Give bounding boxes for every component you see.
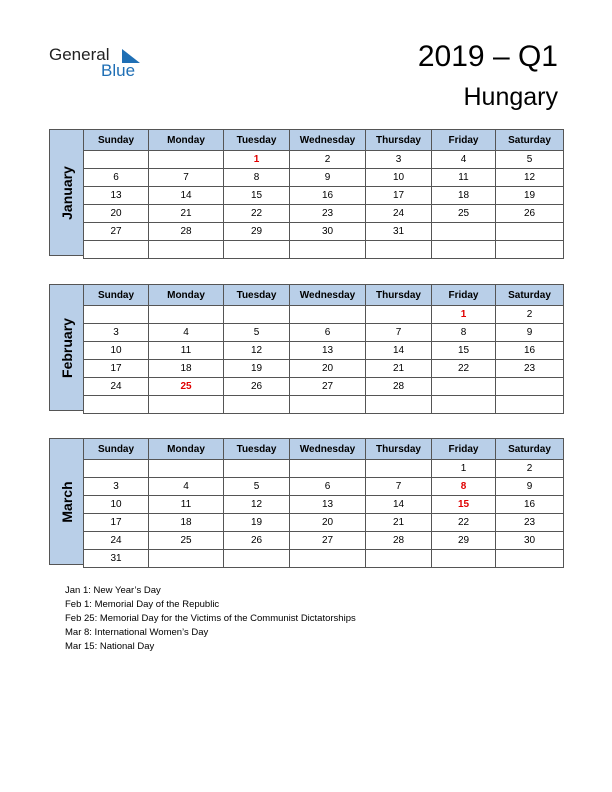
empty-day-cell <box>224 241 290 259</box>
day-cell: 11 <box>149 496 224 514</box>
empty-day-cell <box>366 550 432 568</box>
day-cell: 25 <box>432 205 496 223</box>
day-cell: 4 <box>432 151 496 169</box>
day-cell: 6 <box>290 478 366 496</box>
month-block-march <box>49 438 564 565</box>
week-row <box>84 223 564 241</box>
day-cell: 2 <box>290 151 366 169</box>
logo-blue-text: Blue <box>101 61 136 80</box>
empty-day-cell <box>84 151 149 169</box>
day-cell: 23 <box>496 514 564 532</box>
day-cell: 17 <box>84 360 149 378</box>
day-cell: 31 <box>84 550 149 568</box>
month-block-february <box>49 284 564 411</box>
day-cell: 13 <box>290 496 366 514</box>
empty-day-cell <box>84 241 149 259</box>
day-cell: 22 <box>432 514 496 532</box>
week-row <box>84 550 564 568</box>
day-cell: 20 <box>84 205 149 223</box>
week-row <box>84 496 564 514</box>
week-row <box>84 306 564 324</box>
weekday-header: Saturday <box>496 130 564 151</box>
day-cell: 26 <box>224 532 290 550</box>
day-cell: 23 <box>496 360 564 378</box>
holiday-note: Jan 1: New Year’s Day <box>65 585 161 596</box>
day-cell: 7 <box>366 478 432 496</box>
day-cell: 31 <box>366 223 432 241</box>
empty-day-cell <box>290 460 366 478</box>
empty-day-cell <box>149 306 224 324</box>
day-cell: 21 <box>366 514 432 532</box>
month-label-box <box>49 284 84 411</box>
weekday-header: Friday <box>432 285 496 306</box>
day-cell: 21 <box>366 360 432 378</box>
holiday-day-cell: 8 <box>432 478 496 496</box>
day-cell: 23 <box>290 205 366 223</box>
day-cell: 10 <box>366 169 432 187</box>
day-cell: 5 <box>496 151 564 169</box>
weekday-header: Friday <box>432 130 496 151</box>
day-cell: 3 <box>366 151 432 169</box>
day-cell: 12 <box>496 169 564 187</box>
empty-day-cell <box>432 378 496 396</box>
day-cell: 28 <box>366 532 432 550</box>
day-cell: 12 <box>224 342 290 360</box>
empty-day-cell <box>149 460 224 478</box>
empty-day-cell <box>84 396 149 414</box>
empty-day-cell <box>366 241 432 259</box>
empty-day-cell <box>224 396 290 414</box>
month-name: January <box>58 165 75 220</box>
empty-day-cell <box>224 460 290 478</box>
empty-day-cell <box>432 241 496 259</box>
month-grid <box>83 129 564 259</box>
day-cell: 26 <box>224 378 290 396</box>
holiday-notes <box>65 584 365 654</box>
day-cell: 14 <box>366 496 432 514</box>
weekday-header: Thursday <box>366 130 432 151</box>
day-cell: 19 <box>496 187 564 205</box>
weekday-header: Saturday <box>496 439 564 460</box>
month-label-box <box>49 129 84 256</box>
day-cell: 6 <box>290 324 366 342</box>
day-cell: 17 <box>366 187 432 205</box>
weekday-header: Tuesday <box>224 285 290 306</box>
week-row <box>84 396 564 414</box>
weekday-header-row <box>84 130 564 151</box>
day-cell: 15 <box>224 187 290 205</box>
day-cell: 10 <box>84 496 149 514</box>
holiday-day-cell: 15 <box>432 496 496 514</box>
week-row <box>84 324 564 342</box>
week-row <box>84 460 564 478</box>
empty-day-cell <box>149 241 224 259</box>
month-name: March <box>58 480 75 523</box>
week-row <box>84 205 564 223</box>
day-cell: 30 <box>290 223 366 241</box>
day-cell: 1 <box>432 460 496 478</box>
day-cell: 4 <box>149 478 224 496</box>
empty-day-cell <box>290 550 366 568</box>
day-cell: 24 <box>366 205 432 223</box>
weekday-header: Monday <box>149 285 224 306</box>
holiday-note: Feb 25: Memorial Day for the Victims of the Communist Dictatorships <box>65 613 356 624</box>
weekday-header: Saturday <box>496 285 564 306</box>
day-cell: 4 <box>149 324 224 342</box>
day-cell: 9 <box>496 324 564 342</box>
week-row <box>84 342 564 360</box>
weekday-header-row <box>84 439 564 460</box>
empty-day-cell <box>432 223 496 241</box>
weekday-header: Thursday <box>366 439 432 460</box>
day-cell: 10 <box>84 342 149 360</box>
day-cell: 11 <box>432 169 496 187</box>
weekday-header: Wednesday <box>290 439 366 460</box>
day-cell: 20 <box>290 514 366 532</box>
month-block-january <box>49 129 564 256</box>
weekday-header: Monday <box>149 130 224 151</box>
week-row <box>84 514 564 532</box>
holiday-day-cell: 1 <box>432 306 496 324</box>
holiday-note: Feb 1: Memorial Day of the Republic <box>65 599 220 610</box>
weekday-header: Sunday <box>84 439 149 460</box>
day-cell: 12 <box>224 496 290 514</box>
day-cell: 14 <box>366 342 432 360</box>
holiday-note: Mar 15: National Day <box>65 641 155 652</box>
day-cell: 27 <box>84 223 149 241</box>
day-cell: 30 <box>496 532 564 550</box>
day-cell: 19 <box>224 514 290 532</box>
empty-day-cell <box>290 306 366 324</box>
empty-day-cell <box>224 550 290 568</box>
month-grid <box>83 284 564 414</box>
day-cell: 16 <box>496 342 564 360</box>
day-cell: 11 <box>149 342 224 360</box>
day-cell: 19 <box>224 360 290 378</box>
day-cell: 27 <box>290 378 366 396</box>
weekday-header: Monday <box>149 439 224 460</box>
week-row <box>84 187 564 205</box>
week-row <box>84 378 564 396</box>
empty-day-cell <box>496 378 564 396</box>
empty-day-cell <box>149 396 224 414</box>
day-cell: 27 <box>290 532 366 550</box>
empty-day-cell <box>432 396 496 414</box>
empty-day-cell <box>290 241 366 259</box>
day-cell: 18 <box>149 360 224 378</box>
empty-day-cell <box>496 396 564 414</box>
day-cell: 25 <box>149 532 224 550</box>
day-cell: 28 <box>149 223 224 241</box>
logo-general-text: General <box>49 45 110 64</box>
day-cell: 14 <box>149 187 224 205</box>
week-row <box>84 241 564 259</box>
weekday-header: Wednesday <box>290 285 366 306</box>
week-row <box>84 478 564 496</box>
day-cell: 24 <box>84 532 149 550</box>
day-cell: 8 <box>432 324 496 342</box>
day-cell: 7 <box>149 169 224 187</box>
month-grid <box>83 438 564 568</box>
empty-day-cell <box>496 550 564 568</box>
day-cell: 7 <box>366 324 432 342</box>
empty-day-cell <box>149 151 224 169</box>
weekday-header: Tuesday <box>224 439 290 460</box>
day-cell: 18 <box>149 514 224 532</box>
week-row <box>84 532 564 550</box>
day-cell: 18 <box>432 187 496 205</box>
day-cell: 13 <box>290 342 366 360</box>
weekday-header: Wednesday <box>290 130 366 151</box>
empty-day-cell <box>366 460 432 478</box>
day-cell: 28 <box>366 378 432 396</box>
day-cell: 29 <box>432 532 496 550</box>
day-cell: 13 <box>84 187 149 205</box>
day-cell: 21 <box>149 205 224 223</box>
day-cell: 26 <box>496 205 564 223</box>
month-label-box <box>49 438 84 565</box>
day-cell: 2 <box>496 460 564 478</box>
weekday-header: Thursday <box>366 285 432 306</box>
country-name: Hungary <box>463 83 558 111</box>
day-cell: 22 <box>224 205 290 223</box>
day-cell: 5 <box>224 478 290 496</box>
week-row <box>84 360 564 378</box>
day-cell: 15 <box>432 342 496 360</box>
weekday-header: Sunday <box>84 130 149 151</box>
day-cell: 16 <box>496 496 564 514</box>
day-cell: 17 <box>84 514 149 532</box>
holiday-day-cell: 1 <box>224 151 290 169</box>
empty-day-cell <box>149 550 224 568</box>
empty-day-cell <box>366 306 432 324</box>
day-cell: 8 <box>224 169 290 187</box>
weekday-header-row <box>84 285 564 306</box>
week-row <box>84 151 564 169</box>
day-cell: 3 <box>84 324 149 342</box>
empty-day-cell <box>224 306 290 324</box>
day-cell: 29 <box>224 223 290 241</box>
weekday-header: Tuesday <box>224 130 290 151</box>
day-cell: 16 <box>290 187 366 205</box>
day-cell: 3 <box>84 478 149 496</box>
day-cell: 2 <box>496 306 564 324</box>
empty-day-cell <box>432 550 496 568</box>
empty-day-cell <box>290 396 366 414</box>
day-cell: 9 <box>496 478 564 496</box>
empty-day-cell <box>366 396 432 414</box>
day-cell: 22 <box>432 360 496 378</box>
weekday-header: Sunday <box>84 285 149 306</box>
day-cell: 6 <box>84 169 149 187</box>
page-title: 2019 – Q1 <box>417 40 558 73</box>
week-row <box>84 169 564 187</box>
holiday-note: Mar 8: International Women’s Day <box>65 627 209 638</box>
holiday-day-cell: 25 <box>149 378 224 396</box>
day-cell: 5 <box>224 324 290 342</box>
empty-day-cell <box>84 306 149 324</box>
empty-day-cell <box>496 223 564 241</box>
empty-day-cell <box>496 241 564 259</box>
month-name: February <box>58 317 75 378</box>
weekday-header: Friday <box>432 439 496 460</box>
day-cell: 9 <box>290 169 366 187</box>
empty-day-cell <box>84 460 149 478</box>
day-cell: 20 <box>290 360 366 378</box>
day-cell: 24 <box>84 378 149 396</box>
